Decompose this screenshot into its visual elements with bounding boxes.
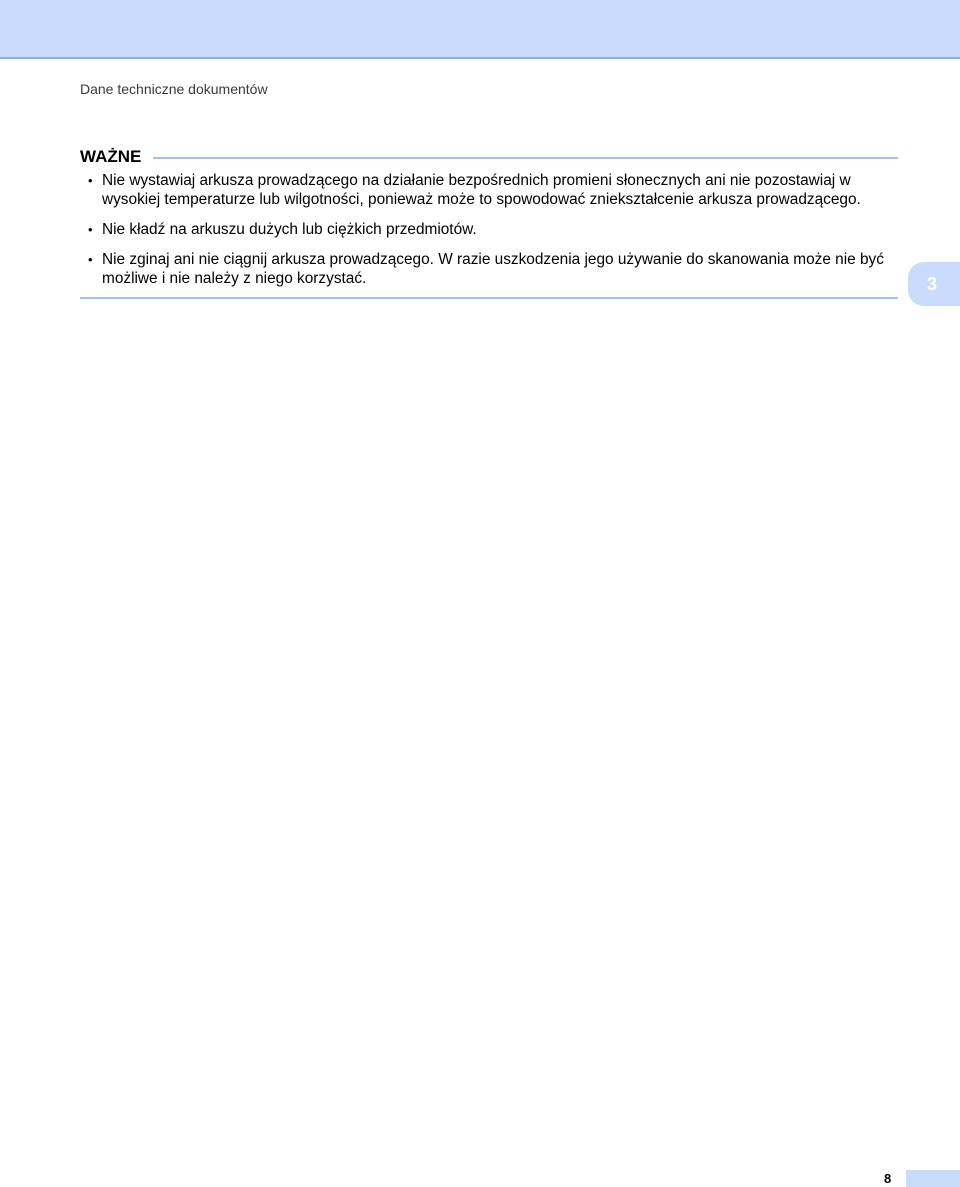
list-item-text: Nie kładź na arkuszu dużych lub ciężkich przedmiotów. (102, 221, 477, 238)
running-header-title: Dane techniczne dokumentów (80, 81, 268, 97)
important-bottom-rule (80, 297, 898, 299)
chapter-tab (908, 262, 960, 306)
page-number-band (906, 1170, 960, 1187)
important-top-rule (153, 157, 898, 159)
list-item (80, 220, 898, 239)
list-item-text: Nie zginaj ani nie ciągnij arkusza prowadzącego. W razie uszkodzenia jego używanie do skanowania może nie być możliwe i nie należy z niego korzystać. (102, 251, 884, 287)
important-notice-list (80, 171, 898, 288)
top-header-band (0, 0, 960, 59)
list-item-text: Nie wystawiaj arkusza prowadzącego na działanie bezpośrednich promieni słonecznych ani nie pozostawiaj w wysokiej temperaturze lub wilgotności, ponieważ może to spowodować zniekształcenie arkusza prowadzącego. (102, 172, 861, 208)
list-item (80, 250, 898, 288)
bullet-icon: • (88, 222, 93, 237)
important-notice-box (80, 145, 898, 299)
important-notice-title: WAŻNE (80, 147, 142, 166)
chapter-number: 3 (926, 273, 937, 294)
bullet-icon: • (88, 252, 93, 267)
important-notice-header (80, 145, 898, 169)
list-item (80, 171, 898, 209)
page-number: 8 (884, 1171, 892, 1186)
bullet-icon: • (88, 173, 93, 188)
